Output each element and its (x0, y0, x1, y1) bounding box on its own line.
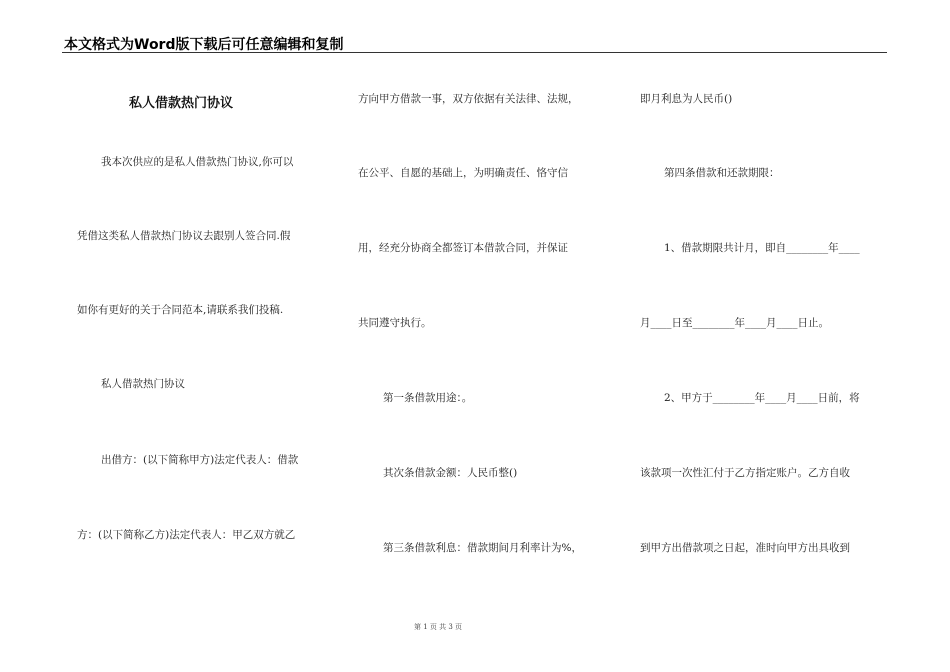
column1-line-3: 如你有更好的关于合同范本,请联系我们投稿. (77, 304, 284, 316)
column3-line-5: 2、甲方于________年____月____日前，将 (664, 392, 860, 404)
column3-line-2: 第四条借款和还款期限： (664, 167, 780, 179)
page-number: 第 1 页 共 3 页 (414, 623, 463, 631)
column2-line-3: 用，经充分协商全都签订本借款合同，并保证 (358, 242, 568, 254)
document-title: 私人借款热门协议 (129, 96, 234, 111)
column3-line-7: 到甲方出借款项之日起，准时向甲方出具收到 (640, 542, 850, 554)
column3-line-6: 该款项一次性汇付于乙方指定账户。乙方自收 (640, 467, 850, 479)
column1-line-2: 凭借这类私人借款热门协议去跟别人签合同.假 (77, 230, 291, 242)
column2-line-7: 第三条借款利息：借款期间月利率计为%， (383, 542, 582, 554)
header-title: 本文格式为Word版下载后可任意编辑和复制 (64, 37, 344, 53)
column1-line-1: 我本次供应的是私人借款热门协议,你可以 (101, 156, 294, 168)
column1-line-4: 私人借款热门协议 (101, 378, 185, 390)
column2-line-4: 共同遵守执行。 (358, 317, 432, 329)
column1-line-5: 出借方：(以下简称甲方)法定代表人：借款 (101, 454, 299, 466)
column2-line-1: 方向甲方借款一事，双方依据有关法律、法规， (358, 93, 579, 105)
column3-line-3: 1、借款期限共计月，即自________年____ (664, 242, 860, 254)
column2-line-5: 第一条借款用途：。 (383, 392, 473, 404)
column3-line-4: 月____日至________年____月____日止。 (640, 317, 829, 329)
column1-line-6: 方：(以下简称乙方)法定代表人：甲乙双方就乙 (77, 529, 296, 541)
header-divider (62, 52, 887, 53)
column2-line-6: 其次条借款金额：人民币整() (383, 467, 518, 479)
column2-line-2: 在公平、自愿的基础上，为明确责任、恪守信 (358, 167, 568, 179)
column3-line-1: 即月利息为人民币() (640, 93, 733, 105)
